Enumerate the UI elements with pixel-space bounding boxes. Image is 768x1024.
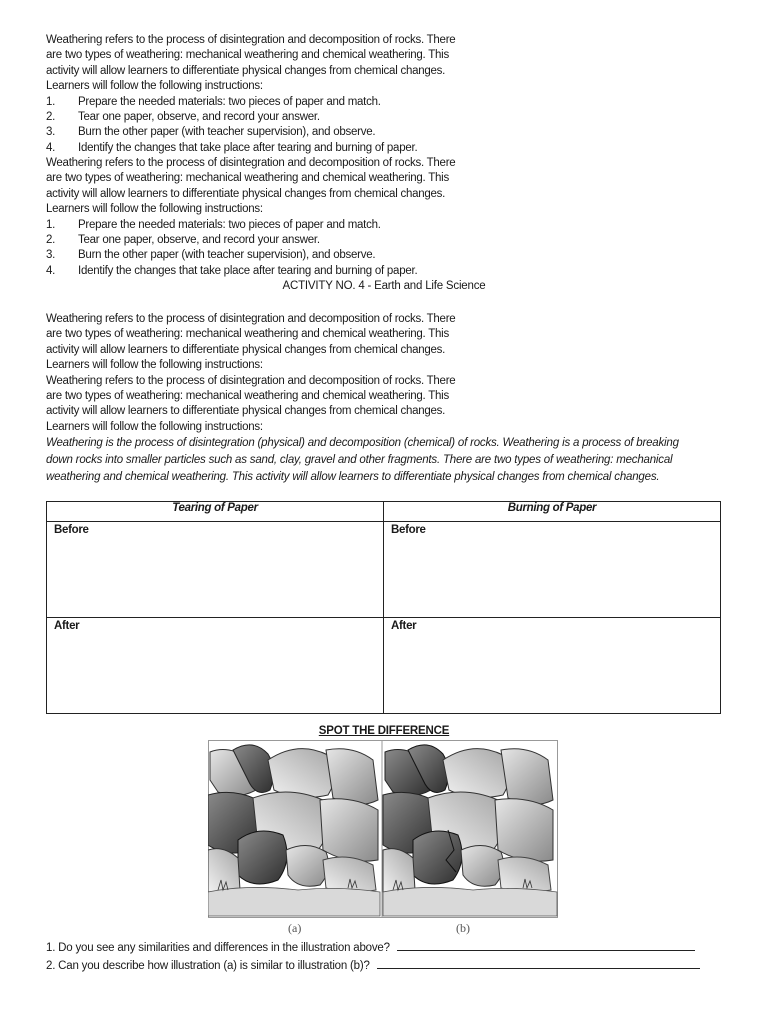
text-line: are two types of weathering: mechanical weathering and chemical weathering. This bbox=[46, 49, 449, 62]
text-line: activity will allow learners to differentiate physical changes from chemical changes. bbox=[46, 64, 446, 77]
text-line: Learners will follow the following instructions: bbox=[46, 203, 263, 216]
illustration-a bbox=[208, 741, 381, 917]
before-label: Before bbox=[54, 524, 89, 536]
answer-blank[interactable] bbox=[397, 940, 695, 951]
text-line: weathering and chemical weathering. This activity will allow learners to differentiate physical changes from chemical changes. bbox=[46, 471, 660, 483]
text-line: activity will allow learners to differentiate physical changes from chemical changes. bbox=[46, 187, 446, 200]
instruction-number: 4. bbox=[46, 264, 56, 277]
text-line: Learners will follow the following instructions: bbox=[46, 80, 263, 93]
instruction-item bbox=[46, 110, 516, 125]
burning-after-cell[interactable] bbox=[384, 618, 721, 714]
text-line: Weathering is the process of disintegration (physical) and decomposition (chemical) of rocks. Weathering is a process of breaking bbox=[46, 437, 679, 449]
question-text: 2. Can you describe how illustration (a) is similar to illustration (b)? bbox=[46, 960, 370, 972]
instruction-item bbox=[46, 125, 516, 140]
instruction-number: 3. bbox=[46, 126, 56, 139]
text-line: activity will allow learners to differentiate physical changes from chemical changes. bbox=[46, 405, 446, 418]
weathering-definition bbox=[46, 435, 736, 486]
tearing-before-cell[interactable] bbox=[47, 522, 384, 618]
instruction-number: 2. bbox=[46, 111, 56, 124]
instruction-number: 2. bbox=[46, 234, 56, 247]
question-text: 1. Do you see any similarities and differences in the illustration above? bbox=[46, 942, 390, 954]
instruction-text: Prepare the needed materials: two pieces of paper and match. bbox=[78, 218, 381, 231]
after-label: After bbox=[391, 620, 417, 632]
column-header-burning: Burning of Paper bbox=[384, 502, 721, 522]
burning-before-cell[interactable] bbox=[384, 522, 721, 618]
text-line: are two types of weathering: mechanical weathering and chemical weathering. This bbox=[46, 390, 449, 403]
instruction-text: Identify the changes that take place after tearing and burning of paper. bbox=[78, 264, 418, 277]
caption-a: (a) bbox=[288, 921, 302, 935]
intro-paragraph-2 bbox=[46, 156, 516, 279]
tearing-after-cell[interactable] bbox=[47, 618, 384, 714]
question-2 bbox=[46, 958, 700, 972]
instruction-number: 3. bbox=[46, 249, 56, 262]
text-line: Weathering refers to the process of disintegration and decomposition of rocks. There bbox=[46, 157, 456, 169]
before-label: Before bbox=[391, 524, 426, 536]
after-label: After bbox=[54, 620, 80, 632]
text-line: Weathering refers to the process of disintegration and decomposition of rocks. There bbox=[46, 374, 456, 387]
instruction-text: Burn the other paper (with teacher supervision), and observe. bbox=[78, 126, 376, 139]
instruction-item bbox=[46, 233, 516, 248]
instruction-text: Burn the other paper (with teacher supervision), and observe. bbox=[78, 249, 376, 262]
rock-illustration bbox=[208, 740, 558, 918]
instruction-number: 1. bbox=[46, 95, 56, 108]
text-line: activity will allow learners to differentiate physical changes from chemical changes. bbox=[46, 343, 446, 356]
instruction-list-1 bbox=[46, 95, 516, 157]
intro-paragraph-3 bbox=[46, 312, 516, 435]
question-1 bbox=[46, 940, 695, 954]
text-line: Learners will follow the following instructions: bbox=[46, 420, 263, 433]
observation-table bbox=[46, 501, 721, 714]
illustration-b bbox=[382, 740, 557, 918]
text-line: Learners will follow the following instructions: bbox=[46, 359, 263, 372]
instruction-text: Identify the changes that take place after tearing and burning of paper. bbox=[78, 141, 418, 154]
instruction-text: Prepare the needed materials: two pieces of paper and match. bbox=[78, 95, 381, 108]
instruction-item bbox=[46, 95, 516, 110]
caption-b: (b) bbox=[456, 921, 470, 935]
instruction-list-2 bbox=[46, 218, 516, 280]
text-line: Weathering refers to the process of disintegration and decomposition of rocks. There bbox=[46, 313, 456, 325]
instruction-item bbox=[46, 218, 516, 233]
intro-paragraph-1 bbox=[46, 33, 516, 156]
text-line: Weathering refers to the process of disintegration and decomposition of rocks. There bbox=[46, 34, 456, 46]
answer-blank[interactable] bbox=[377, 958, 700, 969]
text-line: are two types of weathering: mechanical weathering and chemical weathering. This bbox=[46, 328, 449, 341]
text-line: are two types of weathering: mechanical weathering and chemical weathering. This bbox=[46, 172, 449, 185]
column-header-tearing: Tearing of Paper bbox=[47, 502, 384, 522]
instruction-number: 1. bbox=[46, 218, 56, 231]
instruction-item bbox=[46, 141, 516, 156]
instruction-item bbox=[46, 248, 516, 263]
activity-title: ACTIVITY NO. 4 - Earth and Life Science bbox=[282, 280, 486, 292]
text-line: down rocks into smaller particles such as sand, clay, gravel and other fragments. There are two types of weathering: mechanical bbox=[46, 454, 673, 466]
spot-the-difference-title: SPOT THE DIFFERENCE bbox=[318, 725, 450, 737]
instruction-text: Tear one paper, observe, and record your answer. bbox=[78, 234, 320, 247]
instruction-text: Tear one paper, observe, and record your answer. bbox=[78, 111, 320, 124]
instruction-item bbox=[46, 264, 516, 279]
instruction-number: 4. bbox=[46, 141, 56, 154]
